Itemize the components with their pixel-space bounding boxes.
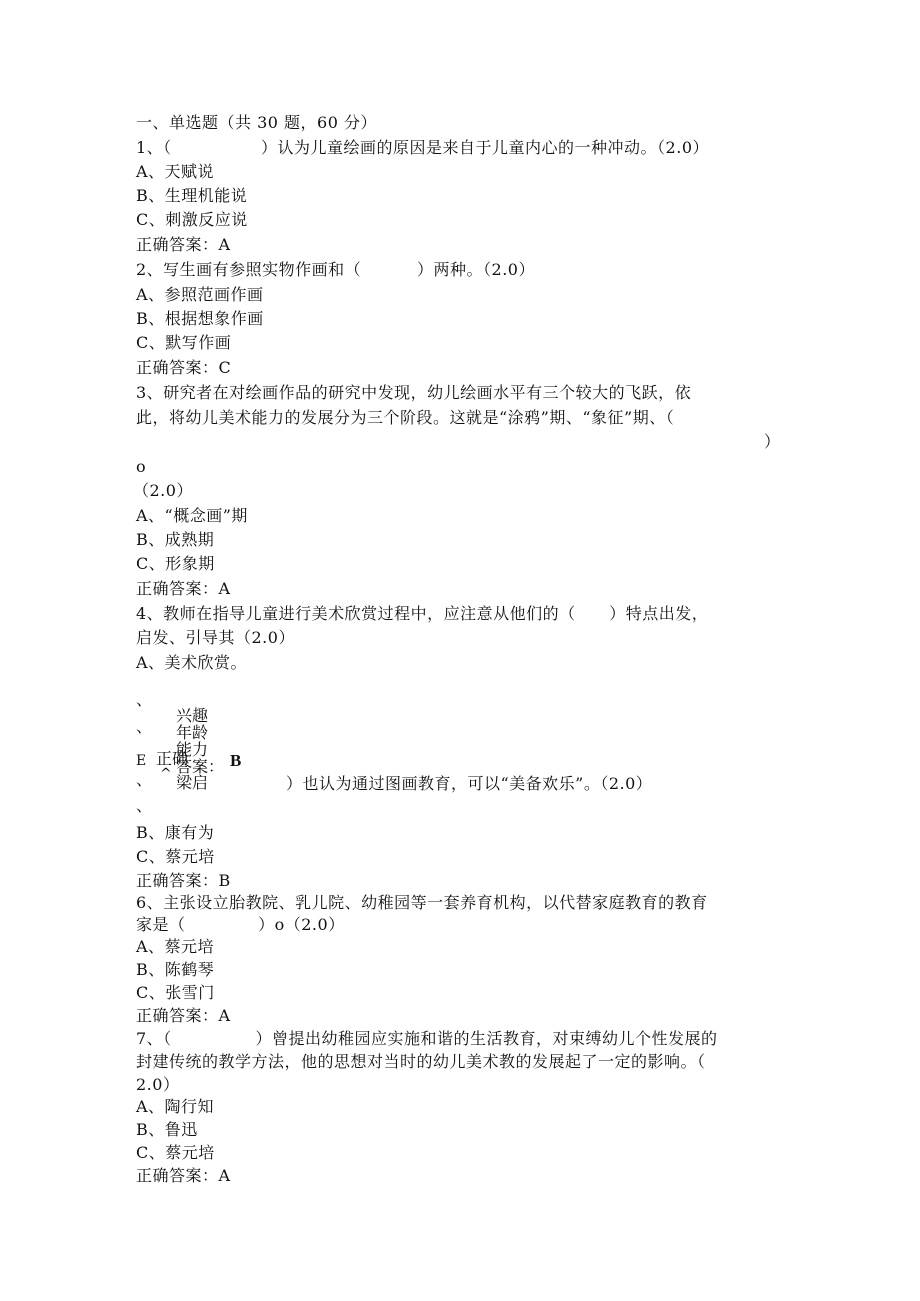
garbled-caret: ^: [160, 766, 172, 782]
garbled-option-interest: 兴趣: [176, 706, 209, 725]
question-3-stem-line1: 3、研究者在对绘画作品的研究中发现，幼儿绘画水平有三个较大的飞跃，依: [136, 383, 692, 402]
question-2-option-a: A、参照范画作画: [136, 285, 264, 304]
question-4-option-a: A、美术欣赏。: [136, 653, 248, 672]
garbled-option-ability: 能力: [176, 740, 209, 759]
question-7-stem-line1: 7、（ ）曾提出幼稚园应实施和谐的生活教育，对束缚幼儿个性发展的: [136, 1029, 718, 1048]
question-1-stem: 1、（ ）认为儿童绘画的原因是来自于儿童内心的一种冲动。（2.0）: [136, 138, 710, 157]
garbled-answer-prefix: 正确: [156, 749, 189, 768]
question-2-option-b: B、根据想象作画: [136, 309, 264, 328]
question-6-answer: 正确答案：A: [136, 1006, 231, 1025]
question-5-option-c: C、蔡元培: [136, 847, 215, 866]
garbled-answer-letter: B: [230, 751, 242, 770]
question-3-stem-line2: 此，将幼儿美术能力的发展分为三个阶段。这就是“涂鸦”期、“象征”期、（: [136, 408, 675, 427]
section-title: 一、单选题（共 30 题，60 分）: [136, 113, 377, 132]
question-7-option-b: B、鲁迅: [136, 1120, 198, 1139]
garbled-option-age: 年龄: [176, 723, 209, 742]
question-7-stem-line2: 封建传统的教学方法，他的思想对当时的幼儿美术教的发展起了一定的影响。（: [136, 1052, 706, 1071]
question-7-stem-line3: 2.0）: [136, 1075, 180, 1094]
garbled-letter-e: E: [136, 753, 147, 769]
garbled-option-liang: 梁启: [176, 773, 209, 792]
question-2-stem: 2、写生画有参照实物作画和（ ）两种。（2.0）: [136, 260, 535, 279]
question-3-stem-line3: o: [136, 457, 147, 476]
question-3-answer: 正确答案：A: [136, 579, 231, 598]
question-4-stem-line2: 启发、引导其（2.0）: [136, 628, 295, 647]
question-3-option-c: C、形象期: [136, 554, 215, 573]
garbled-mark-3: 、: [136, 770, 153, 789]
question-5-answer: 正确答案：B: [136, 871, 231, 890]
question-6-stem-line2: 家是（ ）o（2.0）: [136, 915, 345, 934]
question-2-answer: 正确答案：C: [136, 358, 232, 377]
question-5-option-b: B、康有为: [136, 823, 215, 842]
question-6-option-c: C、张雪门: [136, 983, 215, 1002]
question-7-option-a: A、陶行知: [136, 1097, 215, 1116]
question-1-option-c: C、刺激反应说: [136, 210, 248, 229]
question-2-option-c: C、默写作画: [136, 333, 232, 352]
question-6-option-b: B、陈鹤琴: [136, 960, 215, 979]
question-3-option-b: B、成熟期: [136, 530, 215, 549]
question-6-option-a: A、蔡元培: [136, 937, 215, 956]
garbled-mark-2: 、: [136, 717, 153, 736]
question-1-answer: 正确答案：A: [136, 235, 231, 254]
question-7-answer: 正确答案：A: [136, 1166, 231, 1185]
question-1-option-a: A、天赋说: [136, 162, 215, 181]
question-3-close-paren: ）: [764, 432, 781, 451]
question-1-option-b: B、生理机能说: [136, 186, 248, 205]
question-7-option-c: C、蔡元培: [136, 1143, 215, 1162]
question-3-option-a: A、“概念画”期: [136, 506, 248, 525]
question-3-score: （2.0）: [133, 481, 193, 500]
garbled-answer-word: 答案：: [176, 757, 225, 776]
question-4-stem-line1: 4、教师在指导儿童进行美术欣赏过程中，应注意从他们的（ ）特点出发，: [136, 604, 709, 623]
garbled-mark-4: 、: [136, 796, 153, 815]
garbled-mark-1: 、: [136, 690, 153, 709]
question-5-stem-tail: ）也认为通过图画教育，可以“美备欢乐”。（2.0）: [286, 774, 653, 793]
question-6-stem-line1: 6、主张设立胎教院、乳儿院、幼稚园等一套养育机构，以代替家庭教育的教育: [136, 893, 708, 912]
